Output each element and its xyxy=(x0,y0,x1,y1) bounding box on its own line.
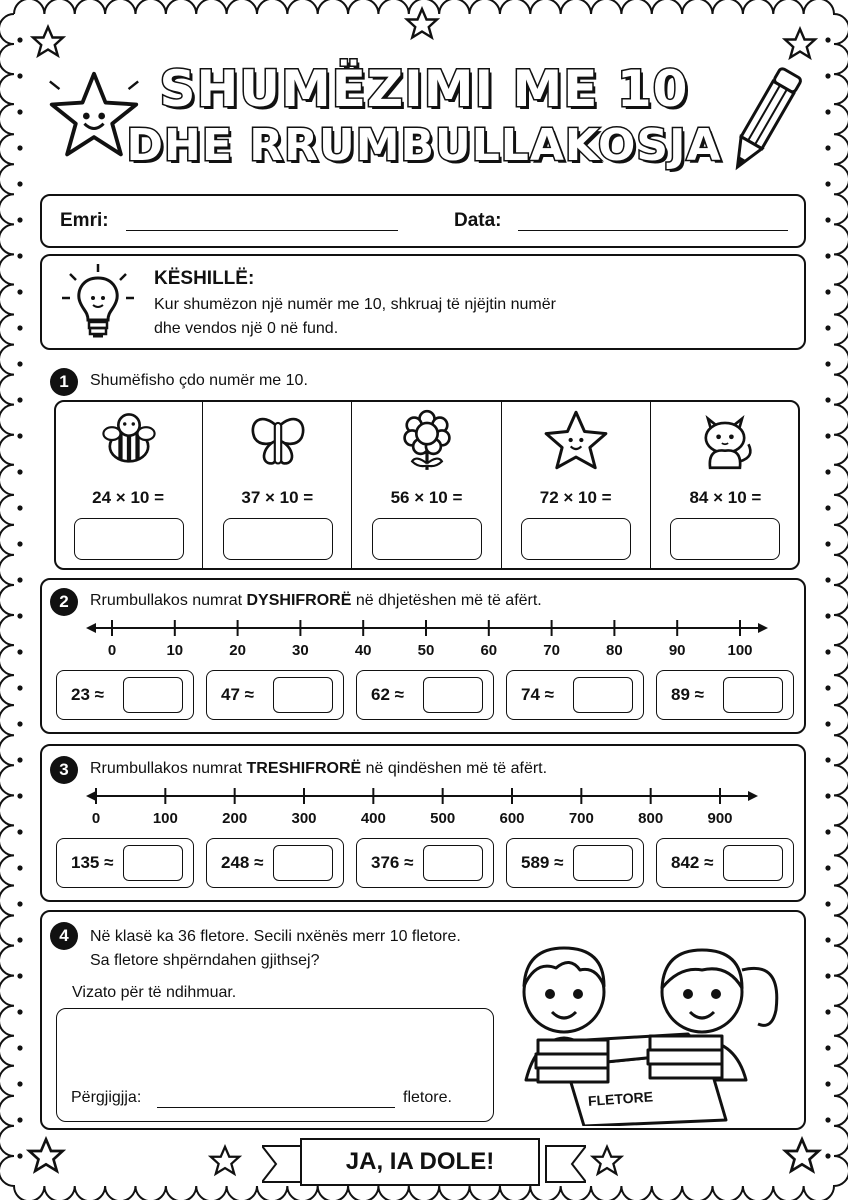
rounding-expression: 248 ≈ xyxy=(221,853,264,872)
multiply-expression: 72 × 10 = xyxy=(539,488,612,507)
tick-label: 20 xyxy=(229,642,246,659)
rounding-expression: 135 ≈ xyxy=(71,853,114,872)
tick-label: 30 xyxy=(292,642,309,659)
number-line-tens xyxy=(0,614,848,644)
multiply-expression: 24 × 10 = xyxy=(92,488,165,507)
tick-label: 100 xyxy=(727,642,753,659)
rounding-item xyxy=(56,838,194,888)
answer-field[interactable] xyxy=(157,1107,395,1108)
tick-label: 100 xyxy=(152,810,178,827)
tick-label: 300 xyxy=(291,810,317,827)
star-outline-icon xyxy=(590,1144,624,1178)
section-1-instruction: Shumëfisho çdo numër me 10. xyxy=(90,372,308,389)
section-3-number: 3 xyxy=(50,756,78,784)
date-field[interactable] xyxy=(518,230,788,231)
rounding-expression: 47 ≈ xyxy=(221,685,254,704)
rounding-answer-box[interactable] xyxy=(573,677,633,713)
multiply-answer-box[interactable] xyxy=(372,518,482,560)
title-line-2: DHE RRUMBULLAKOSJA xyxy=(126,120,722,171)
rounding-item xyxy=(506,838,644,888)
footer-banner-text: JA, IA DOLE! xyxy=(300,1138,540,1186)
rounding-item xyxy=(356,670,494,720)
rounding-answer-box[interactable] xyxy=(123,677,183,713)
tick-label: 900 xyxy=(707,810,733,827)
rounding-expression: 62 ≈ xyxy=(371,685,404,704)
star-icon xyxy=(544,408,608,472)
tick-label: 600 xyxy=(499,810,525,827)
multiply-card xyxy=(502,400,651,570)
answer-unit: fletore. xyxy=(403,1089,452,1106)
name-date-box xyxy=(40,194,806,248)
bee-icon xyxy=(97,408,161,472)
tip-heading: KËSHILLË: xyxy=(154,268,255,289)
section-2-number: 2 xyxy=(50,588,78,616)
rounding-expression: 89 ≈ xyxy=(671,685,704,704)
box-label: FLETORE xyxy=(587,1088,654,1109)
rounding-answer-box[interactable] xyxy=(273,677,333,713)
multiply-answer-box[interactable] xyxy=(670,518,780,560)
star-outline-icon xyxy=(26,1136,66,1176)
multiply-card xyxy=(651,400,800,570)
tick-label: 70 xyxy=(543,642,560,659)
title-line-1: SHUMËZIMI ME 10 xyxy=(159,60,689,118)
rounding-answer-box[interactable] xyxy=(123,845,183,881)
tick-label: 60 xyxy=(480,642,498,659)
section-3-instruction-post: në qindëshen më të afërt. xyxy=(361,760,548,777)
multiply-answer-box[interactable] xyxy=(521,518,631,560)
date-label: Data: xyxy=(454,210,502,231)
tip-line-1: Kur shumëzon një numër me 10, shkruaj të njëjtin numër xyxy=(154,296,556,313)
rounding-answer-box[interactable] xyxy=(423,845,483,881)
children-with-notebooks-illustration xyxy=(506,930,796,1126)
rounding-item xyxy=(56,670,194,720)
tick-label: 500 xyxy=(430,810,456,827)
tick-label: 700 xyxy=(568,810,594,827)
rounding-answer-box[interactable] xyxy=(573,845,633,881)
number-line-hundreds xyxy=(0,782,848,812)
section-2-instruction xyxy=(90,592,542,610)
tick-label: 400 xyxy=(360,810,386,827)
star-outline-icon xyxy=(30,24,66,60)
draw-label: Vizato për të ndihmuar. xyxy=(72,984,237,1001)
tip-box xyxy=(40,254,806,350)
multiply-expression: 84 × 10 = xyxy=(689,488,762,507)
multiply-expression: 37 × 10 = xyxy=(241,488,314,507)
rounding-answer-box[interactable] xyxy=(723,677,783,713)
tick-label: 0 xyxy=(107,642,117,659)
section-4-line-1: Në klasë ka 36 fletore. Secili nxënës merr 10 fletore. xyxy=(90,928,461,945)
name-label: Emri: xyxy=(60,210,109,231)
section-3-instruction-pre: Rrumbullakos numrat xyxy=(90,760,247,777)
tick-label: 90 xyxy=(668,642,686,659)
rounding-expression: 23 ≈ xyxy=(71,685,104,704)
multiply-card xyxy=(54,400,203,570)
section-3-instruction xyxy=(90,760,547,778)
section-4-line-2: Sa fletore shpërndahen gjithsej? xyxy=(90,952,320,969)
tick-label: 10 xyxy=(166,642,184,659)
name-field[interactable] xyxy=(126,230,398,231)
drawing-area[interactable] xyxy=(56,1008,494,1122)
multiply-card xyxy=(203,400,352,570)
tick-label: 80 xyxy=(606,642,623,659)
section-2-instruction-pre: Rrumbullakos numrat xyxy=(90,592,247,609)
tick-label: 50 xyxy=(417,642,435,659)
tick-label: 800 xyxy=(638,810,664,827)
rounding-expression: 74 ≈ xyxy=(521,685,554,704)
rounding-item xyxy=(656,670,794,720)
rounding-item xyxy=(206,838,344,888)
tick-label: 40 xyxy=(354,642,372,659)
tick-label: 0 xyxy=(91,810,101,827)
tick-label: 200 xyxy=(222,810,248,827)
star-outline-icon xyxy=(782,26,818,62)
rounding-expression: 376 ≈ xyxy=(371,853,414,872)
rounding-answer-box[interactable] xyxy=(723,845,783,881)
cat-icon xyxy=(693,408,757,472)
multiply-card xyxy=(352,400,501,570)
section-4-number: 4 xyxy=(50,922,78,950)
section-2-instruction-bold: DYSHIFRORË xyxy=(246,592,352,609)
star-outline-icon xyxy=(404,6,440,42)
rounding-expression: 842 ≈ xyxy=(671,853,714,872)
tip-line-2: dhe vendos një 0 në fund. xyxy=(154,320,339,337)
rounding-answer-box[interactable] xyxy=(273,845,333,881)
section-2-instruction-post: në dhjetëshen më të afërt. xyxy=(351,592,542,609)
star-outline-icon xyxy=(782,1136,822,1176)
rounding-item xyxy=(206,670,344,720)
multiply-answer-box[interactable] xyxy=(74,518,184,560)
rounding-expression: 589 ≈ xyxy=(521,853,564,872)
star-outline-icon xyxy=(208,1144,242,1178)
multiply-answer-box[interactable] xyxy=(223,518,333,560)
rounding-item xyxy=(356,838,494,888)
lightbulb-icon xyxy=(60,262,136,346)
flower-icon xyxy=(395,408,459,472)
rounding-item xyxy=(656,838,794,888)
section-3-instruction-bold: TRESHIFRORË xyxy=(246,760,362,777)
butterfly-icon xyxy=(246,408,310,472)
answer-label: Përgjigjja: xyxy=(71,1089,142,1106)
section-1-number: 1 xyxy=(50,368,78,396)
rounding-answer-box[interactable] xyxy=(423,677,483,713)
rounding-item xyxy=(506,670,644,720)
multiply-expression: 56 × 10 = xyxy=(390,488,463,507)
